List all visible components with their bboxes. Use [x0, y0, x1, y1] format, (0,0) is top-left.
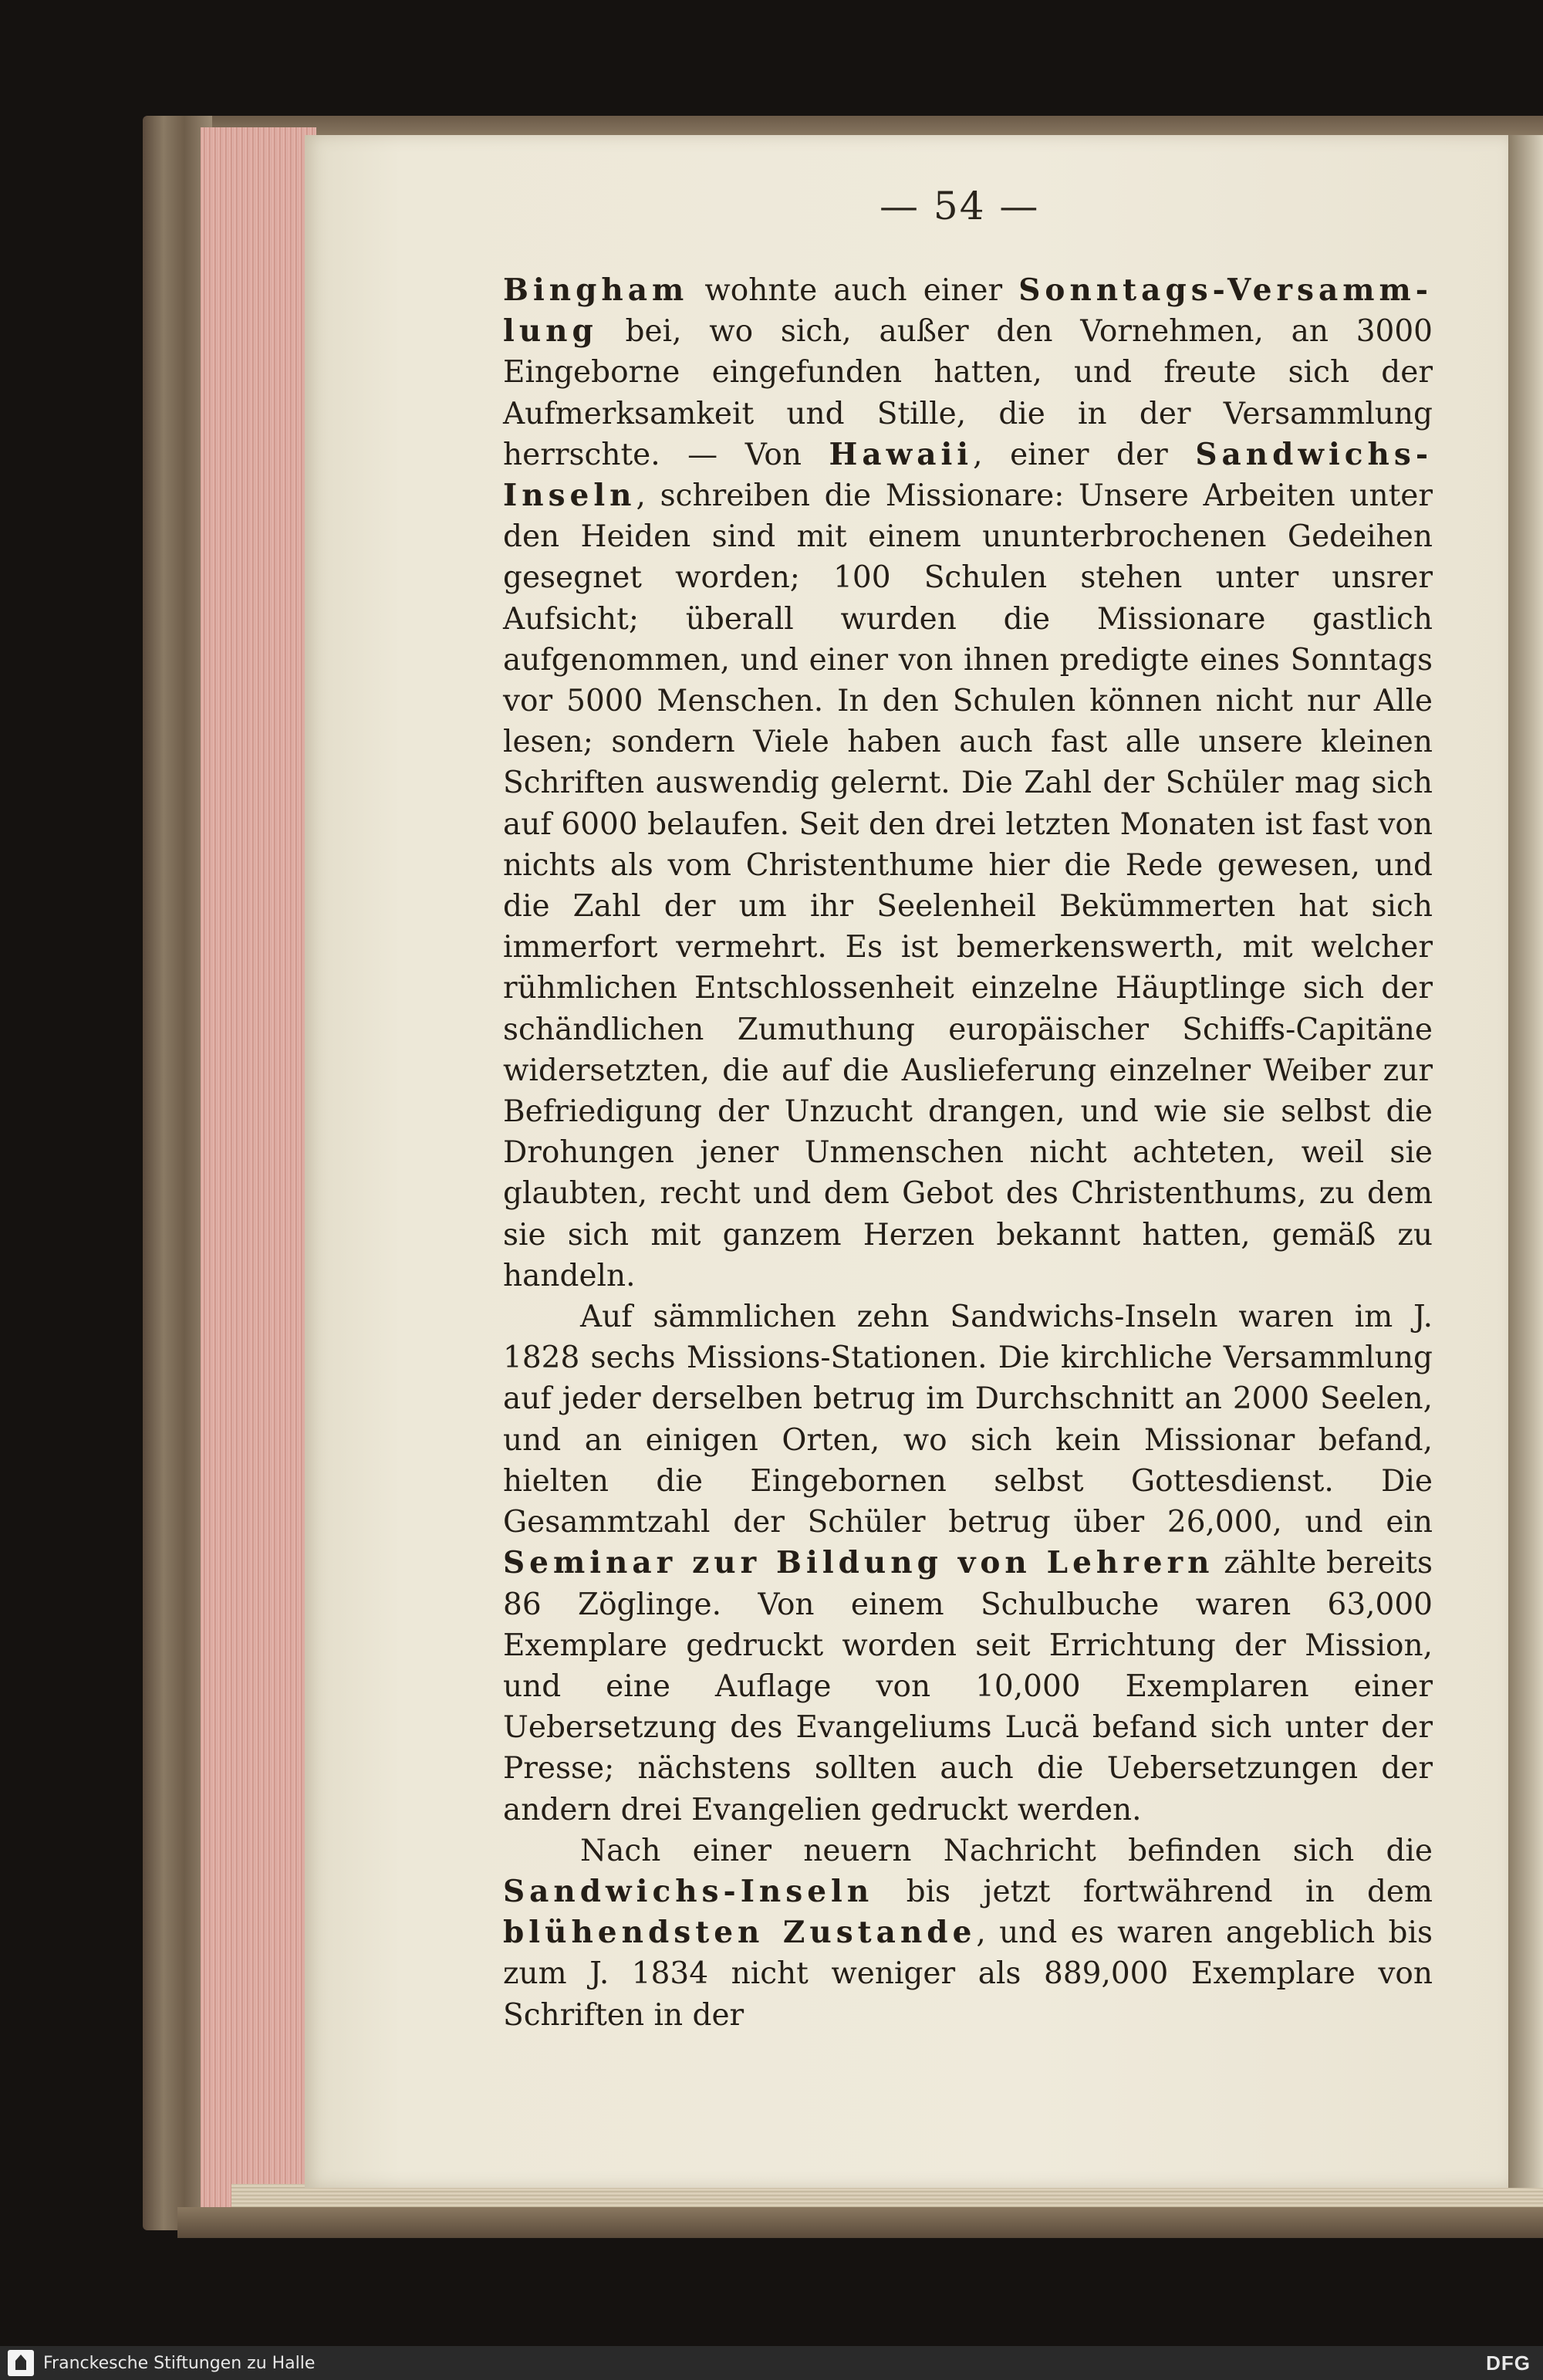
institution-name: Franckesche Stiftungen zu Halle — [43, 2353, 316, 2373]
book-cover-bottom — [177, 2207, 1543, 2238]
spaced-emphasis-text: Sandwichs-Inseln — [503, 436, 1433, 514]
paragraph-text: bis jetzt fortwährend in dem — [873, 1874, 1433, 1909]
paragraph-text: Nach einer neuern Nachricht befinden sich die — [580, 1833, 1433, 1868]
paragraph — [503, 1296, 1433, 1831]
page-edges — [201, 127, 316, 2215]
spaced-emphasis-text: Seminar zur Bildung von Lehrern — [503, 1545, 1214, 1581]
paragraph-text: , schreiben die Missionare: Unsere Arbeiten unter den Heiden sind mit einem ununterbrochenen Gedeihen gesegnet worden; 100 Schulen stehen unter unsrer Aufsicht; überall wurden die Missionare gastlich aufgenommen, und einer von ihnen predigte eines Sonntags vor 5000 Menschen. In den Schulen können nicht nur Alle lesen; sondern Viele haben auch fast alle unsere kleinen Schriften auswendig gelernt. Die Zahl der Schüler mag sich auf 6000 belaufen. Seit den drei letzten Monaten ist fast von nichts als vom Christenthume hier die Rede gewesen, und die Zahl der um ihr Seelenheil Bekümmerten hat sich immerfort vermehrt. Es ist bemerkenswerth, mit welcher rühmlichen Entschlossenheit einzelne Häuptlinge sich der schändlichen Zumuthung europäischer Schiffs-Capitäne widersetzten, die auf die Auslieferung einzelner Weiber zur Befriedigung der Unzucht drangen, und wie sie selbst die Drohungen jener Unmenschen nicht achteten, weil sie glaubten, recht und dem Gebot des Christenthums, zu dem sie sich mit ganzem Herzen bekannt hatten, gemäß zu handeln. — [503, 478, 1433, 1293]
spaced-emphasis-text: Bingham — [503, 272, 689, 308]
paragraph-text: , einer der — [973, 437, 1196, 472]
next-page-edge — [1508, 135, 1543, 2188]
dfg-logo[interactable]: DFG — [1486, 2351, 1531, 2375]
footer-bar — [0, 2346, 1543, 2380]
paragraph — [503, 1831, 1433, 2036]
footer-institution[interactable] — [8, 2350, 315, 2376]
spaced-emphasis-text: Sandwichs-Inseln — [503, 1873, 874, 1909]
paragraph-text: bei, wo sich, außer den Vornehmen, an 3000 Eingeborne eingefunden hatten, und freute sich der Aufmerksamkeit und Stille, die in der Versammlung herrschte. — Von — [503, 314, 1433, 472]
paragraph-text: zählte bereits 86 Zöglinge. Von einem Schulbuche waren 63,000 Exemplare gedruckt worden seit Errichtung der Mission, und eine Auflage von 10,000 Exemplaren einer Uebersetzung des Evangeliums Lucä befand sich unter der Presse; nächstens sollten auch die Uebersetzungen der andern drei Evangelien gedruckt werden. — [503, 1546, 1433, 1827]
spaced-emphasis-text: Hawaii — [829, 436, 974, 472]
paragraph-text: wohnte auch einer — [688, 273, 1019, 308]
paragraph-text: Auf sämmlichen zehn Sandwichs-Inseln waren im J. 1828 sechs Missions-Stationen. Die kirchliche Versammlung auf jeder derselben betrug im Durchschnitt an 2000 Seelen, und an einigen Orten, wo sich kein Missionar befand, hielten die Eingebornen selbst Gottesdienst. Die Gesammtzahl der Schüler betrug über 26,000, und ein — [503, 1300, 1433, 1540]
institution-logo-icon — [8, 2350, 34, 2376]
paragraph-text: , und es waren angeblich bis zum J. 1834 nicht weniger als 889,000 Exemplare von Schriften in der — [503, 1915, 1433, 2033]
paragraph — [503, 270, 1433, 1296]
page-text — [503, 270, 1433, 2036]
spaced-emphasis-text: Sonntags-Versamm-lung — [503, 272, 1433, 350]
page-number: — 54 — — [880, 184, 1040, 228]
spaced-emphasis-text: blühendsten Zustande — [503, 1915, 977, 1951]
